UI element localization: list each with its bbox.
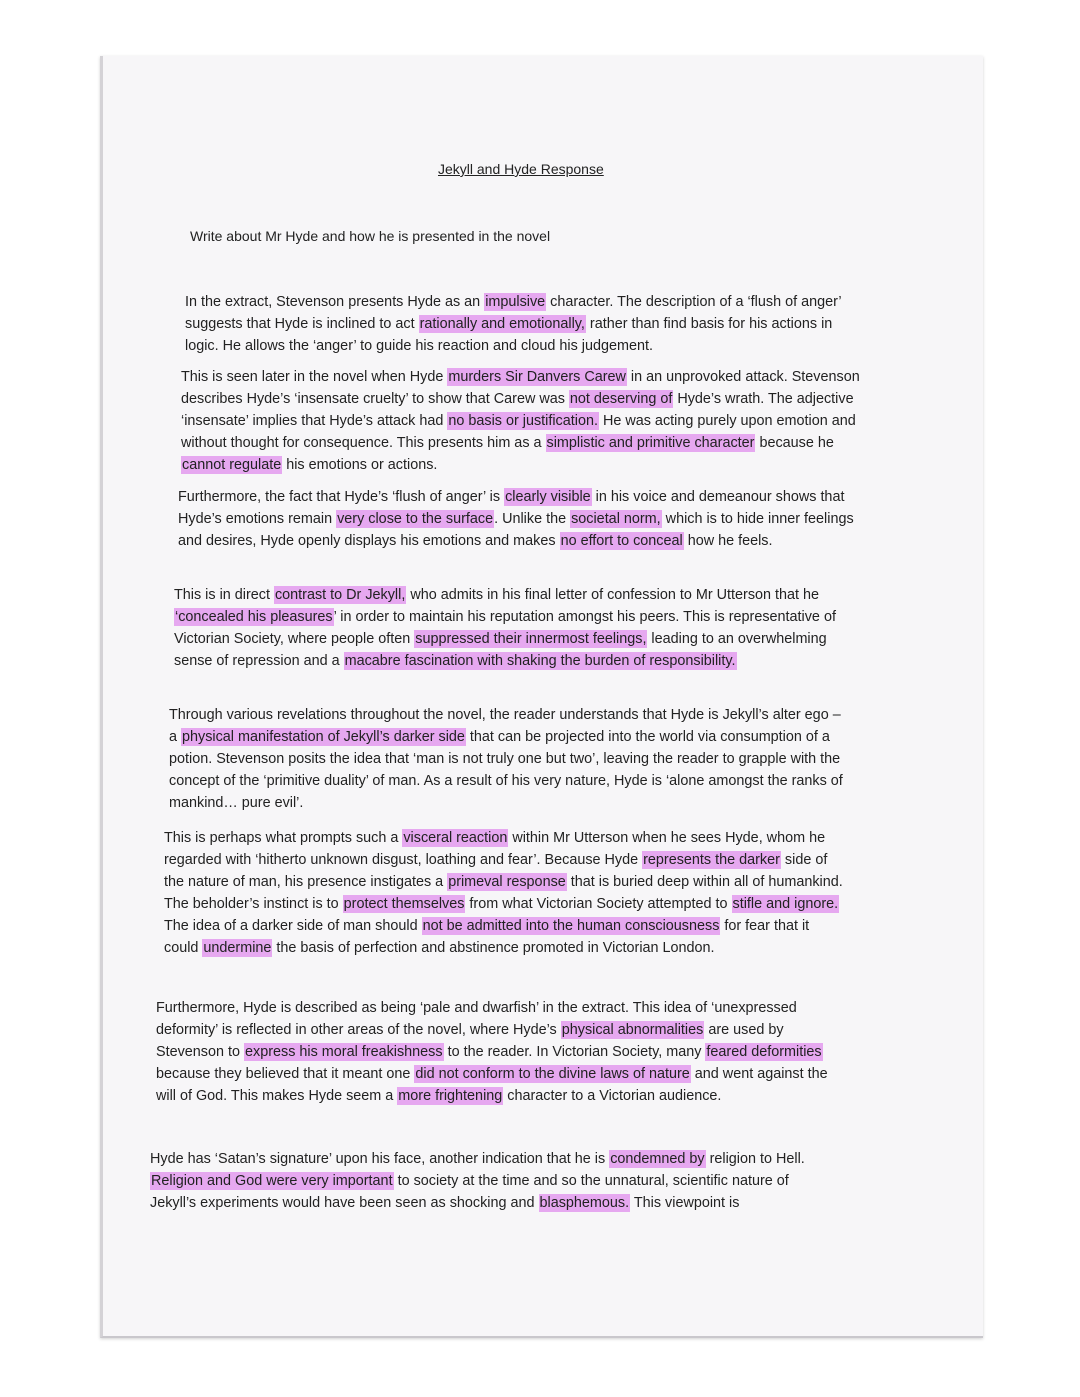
highlight: primeval response	[448, 874, 566, 890]
text: He was acting purely upon emotion and without thought for consequence. This presents him as a	[181, 413, 856, 451]
text: are used by Stevenson to	[156, 1022, 784, 1060]
text: in an unprovoked attack. Stevenson describes Hyde’s ‘insensate cruelty’ to show that Carew was	[181, 369, 860, 407]
text: from what Victorian Society attempted to	[465, 896, 732, 912]
text: religion to Hell.	[705, 1151, 805, 1167]
text: Through various revelations throughout the novel, the reader understands that Hyde is Jekyll’s alter ego – a	[169, 707, 841, 745]
text: and went against the will of God. This makes Hyde seem a	[156, 1066, 828, 1104]
highlight: blasphemous.	[539, 1195, 630, 1211]
highlight: more frightening	[398, 1088, 503, 1104]
highlight: impulsive	[485, 294, 546, 310]
paragraph-4	[174, 584, 854, 672]
text: that can be projected into the world via consumption of a potion. Stevenson posits the idea that ‘man is not truly one but two’, leaving the reader to grapple with the concept of the ‘primitive duality’ of man. As a result of his very nature, Hyde is ‘alone amongst the ranks of mankind… pure evil’.	[169, 729, 843, 811]
highlight: very close to the surface	[337, 511, 494, 527]
highlight: suppressed their innermost feelings,	[415, 631, 647, 647]
text: character to a Victorian audience.	[503, 1088, 722, 1104]
paragraph-2	[181, 366, 861, 476]
paper-sheet	[100, 56, 983, 1338]
text: character. The description of a ‘flush of anger’ suggests that Hyde is inclined to act	[185, 294, 842, 332]
text: the basis of perfection and abstinence promoted in Victorian London.	[272, 940, 715, 956]
text: side of the nature of man, his presence instigates a	[164, 852, 828, 890]
highlight: did not conform to the divine laws of nature	[415, 1066, 690, 1082]
text: Furthermore, the fact that Hyde’s ‘flush of anger’ is	[178, 489, 505, 505]
highlight: protect themselves	[343, 896, 465, 912]
text: how he feels.	[683, 533, 773, 549]
highlight: visceral reaction	[403, 830, 508, 846]
highlight: physical manifestation of Jekyll’s darker side	[182, 729, 465, 745]
highlight: represents the darker	[643, 852, 780, 868]
text: Furthermore, Hyde is described as being ‘pale and dwarfish’ in the extract. This idea of ‘unexpressed deformity’ is reflected in other areas of the novel, where Hyde’s	[156, 1000, 797, 1038]
paragraph-1	[185, 291, 865, 357]
highlight: no effort to conceal	[560, 533, 683, 549]
paragraph-5	[169, 704, 849, 814]
highlight: contrast to Dr Jekyll,	[274, 587, 406, 603]
text: Hyde’s wrath. The adjective ‘insensate’ implies that Hyde’s attack had	[181, 391, 854, 429]
highlight: macabre fascination with shaking the burden of responsibility.	[344, 653, 736, 669]
text: for fear that it could	[164, 918, 810, 956]
text: to the reader. In Victorian Society, many	[443, 1044, 706, 1060]
text: Hyde has ‘Satan’s signature’ upon his face, another indication that he is	[150, 1151, 610, 1167]
text: who admits in his final letter of confession to Mr Utterson that he	[406, 587, 820, 603]
paragraph-6	[164, 827, 844, 959]
text: rather than find basis for his actions in logic. He allows the ‘anger’ to guide his reaction and cloud his judgement.	[185, 316, 833, 354]
text: This is seen later in the novel when Hyde	[181, 369, 448, 385]
highlight: cannot regulate	[182, 457, 282, 473]
text: In the extract, Stevenson presents Hyde as an	[185, 294, 485, 310]
highlight: clearly visible	[505, 489, 591, 505]
highlight: rationally and emotionally,	[419, 316, 585, 332]
text: because he	[755, 435, 834, 451]
highlight: societal norm,	[571, 511, 661, 527]
paragraph-7	[156, 997, 836, 1107]
highlight: physical abnormalities	[561, 1022, 704, 1038]
highlight: not be admitted into the human consciousness	[422, 918, 720, 934]
document-title: Jekyll and Hyde Response	[438, 161, 604, 177]
text: This viewpoint is	[630, 1195, 740, 1211]
text: which is to hide inner feelings and desires, Hyde openly displays his emotions and makes	[178, 511, 854, 549]
highlight: condemned by	[610, 1151, 705, 1167]
text: . Unlike the	[494, 511, 571, 527]
text: The idea of a darker side of man should	[164, 918, 422, 934]
text: his emotions or actions.	[282, 457, 438, 473]
text: that is buried deep within all of humankind. The beholder’s instinct is to	[164, 874, 843, 912]
highlight: stifle and ignore.	[732, 896, 839, 912]
highlight: feared deformities	[706, 1044, 822, 1060]
highlight: murders Sir Danvers Carew	[448, 369, 626, 385]
highlight: simplistic and primitive character	[546, 435, 755, 451]
highlight: express his moral freakishness	[245, 1044, 443, 1060]
text: in his voice and demeanour shows that Hyde’s emotions remain	[178, 489, 845, 527]
essay-question: Write about Mr Hyde and how he is presented in the novel	[190, 228, 551, 244]
text: within Mr Utterson when he sees Hyde, whom he regarded with ‘hitherto unknown disgust, loathing and fear’. Because Hyde	[164, 830, 826, 868]
text: leading to an overwhelming sense of repression and a	[174, 631, 827, 669]
highlight: Religion and God were very important	[151, 1173, 393, 1189]
text: ’ in order to maintain his reputation amongst his peers. This is representative of Victorian Society, where people often	[174, 609, 836, 647]
text: This is in direct	[174, 587, 274, 603]
text: This is perhaps what prompts such a	[164, 830, 403, 846]
highlight: no basis or justification.	[448, 413, 598, 429]
text: because they believed that it meant one	[156, 1066, 415, 1082]
paragraph-8	[150, 1148, 830, 1214]
text: to society at the time and so the unnatural, scientific nature of Jekyll’s experiments would have been seen as shocking and	[150, 1173, 789, 1211]
highlight: ‘concealed his pleasures	[175, 609, 333, 625]
highlight: undermine	[203, 940, 272, 956]
highlight: not deserving of	[569, 391, 673, 407]
paragraph-3	[178, 486, 858, 552]
